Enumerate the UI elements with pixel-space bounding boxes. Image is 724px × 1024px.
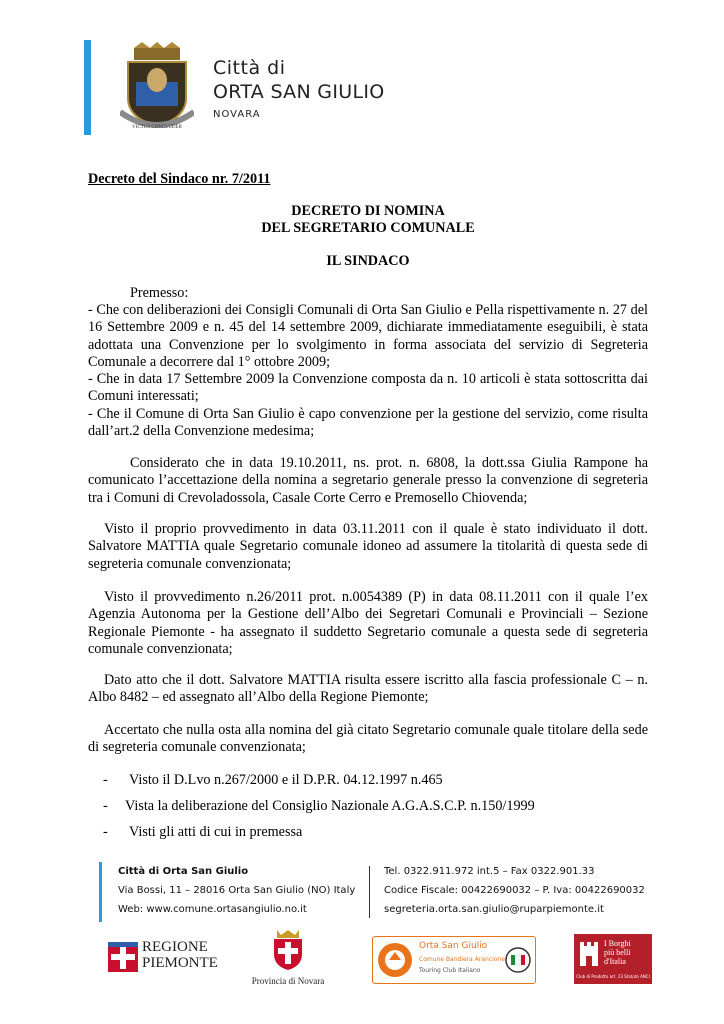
bullet-dash: -	[103, 772, 108, 788]
city-name-line1: Città di	[213, 57, 286, 79]
city-crest-logo	[120, 42, 194, 134]
borghi-castle-icon	[578, 940, 600, 966]
decree-title-line1: DECRETO DI NOMINA	[291, 203, 445, 219]
regione-name-line1: REGIONE	[142, 939, 208, 955]
premesso-item-3: - Che il Comune di Orta San Giulio è capo convenzione per la gestione del servizio, come risulta dall’art.2 della Convenzione medesima;	[88, 406, 648, 440]
regione-piemonte-logo	[108, 939, 218, 974]
bandiera-arancione-logo	[372, 936, 536, 984]
borghi-subtitle: Club di Prodotto art. 23 Statuto ANCI	[576, 974, 650, 979]
borghi-piu-belli-logo	[574, 934, 652, 984]
crest-motto: VICTUS CONCLUDER	[132, 125, 182, 130]
dato-atto-paragraph: Dato atto che il dott. Salvatore MATTIA risulta essere iscritto alla fascia professionale C – n. Albo 8482 – ed assegnato all’Albo della Regione Piemonte;	[88, 672, 648, 706]
footer-email: segreteria.orta.san.giulio@ruparpiemonte.it	[384, 904, 604, 915]
premesso-item-1: - Che con deliberazioni dei Consigli Comunali di Orta San Giulio e Pella rispettivamente n. 27 del 16 Settembre 2009 e n. 45 del 14 settembre 2009, dichiarate immediatamente eseguibili, è stata adottata una Convenzione per lo svolgimento in forma associata del servizio di Segreteria Comunale a decorrere dal 1° ottobre 2009;	[88, 302, 648, 370]
footer-telephone: Tel. 0322.911.972 int.5 – Fax 0322.901.33	[384, 866, 595, 877]
bullet-dash: -	[103, 824, 108, 840]
regione-name-line2: PIEMONTE	[142, 955, 218, 971]
footer-website: Web: www.comune.ortasangiulio.no.it	[118, 904, 307, 915]
footer-accent-bar	[99, 862, 102, 922]
touring-club-icon	[505, 947, 531, 973]
visto-paragraph-1: Visto il proprio provvedimento in data 03.11.2011 con il quale è stato individuato il dott. Salvatore MATTIA quale Segretario comunale idoneo ad assumere la titolarità di questa sede di segreteria comunale convenzionata;	[88, 521, 648, 572]
mayor-heading: IL SINDACO	[326, 253, 410, 269]
list-item	[103, 824, 303, 841]
provincia-novara-logo	[248, 930, 328, 990]
footer-divider	[369, 866, 370, 918]
bullet-dash: -	[103, 798, 108, 814]
bandiera-subtitle-1: Comune Bandiera Arancione	[419, 956, 505, 963]
accertato-paragraph: Accertato che nulla osta alla nomina del già citato Segretario comunale quale titolare della sede di segreteria comunale convenzionata;	[88, 722, 648, 756]
decree-title-line2: DEL SEGRETARIO COMUNALE	[261, 220, 475, 236]
borghi-line3: d'Italia	[604, 957, 626, 966]
provincia-crest-icon	[271, 930, 305, 970]
header-accent-bar	[84, 40, 91, 135]
list-item-text: Visti gli atti di cui in premessa	[129, 824, 303, 840]
premesso-item-2: - Che in data 17 Settembre 2009 la Convenzione composta da n. 10 articoli è stata sottoscritta dai Comuni interessati;	[88, 371, 648, 405]
visto-paragraph-2: Visto il provvedimento n.26/2011 prot. n.0054389 (P) in data 08.11.2011 con il quale l’ex Agenzia Autonoma per la Gestione dell’Albo dei Segretari Comunali e Provinciali – Sezione Regionale Piemonte - ha assegnato il suddetto Segretario comunale a questa sede di segreteria comunale convenzionata;	[88, 589, 648, 657]
decree-number: Decreto del Sindaco nr. 7/2011	[88, 171, 271, 187]
bandiera-subtitle-2: Touring Club Italiano	[419, 967, 481, 974]
borghi-line2: più belli	[604, 948, 631, 957]
borghi-line1: I Borghi	[604, 939, 631, 948]
bandiera-title: Orta San Giulio	[419, 941, 488, 951]
premesso-label: Premesso:	[130, 285, 189, 301]
regione-flag-icon	[108, 942, 138, 972]
footer-tax-code: Codice Fiscale: 00422690032 – P. Iva: 00422690032	[384, 885, 645, 896]
footer-address: Via Bossi, 11 – 28016 Orta San Giulio (NO) Italy	[118, 885, 356, 896]
list-item	[103, 772, 443, 789]
footer-city-title: Città di Orta San Giulio	[118, 866, 249, 877]
list-item-text: Visto il D.Lvo n.267/2000 e il D.P.R. 04.12.1997 n.465	[129, 772, 443, 788]
considerato-paragraph: Considerato che in data 19.10.2011, ns. prot. n. 6808, la dott.ssa Giulia Rampone ha comunicato l’accettazione della nomina a segretario generale presso la convenzione di segreteria tra i Comuni di Crevoladossola, Casale Corte Cerro e Premosello Chiovenda;	[88, 455, 648, 506]
list-item-text: Vista la deliberazione del Consiglio Nazionale A.G.A.S.C.P. n.150/1999	[125, 798, 535, 814]
bandiera-icon	[377, 942, 413, 978]
province-name: NOVARA	[213, 109, 261, 120]
list-item	[103, 798, 535, 815]
provincia-label: Provincia di Novara	[251, 976, 325, 986]
city-name-line2: ORTA SAN GIULIO	[213, 81, 385, 103]
